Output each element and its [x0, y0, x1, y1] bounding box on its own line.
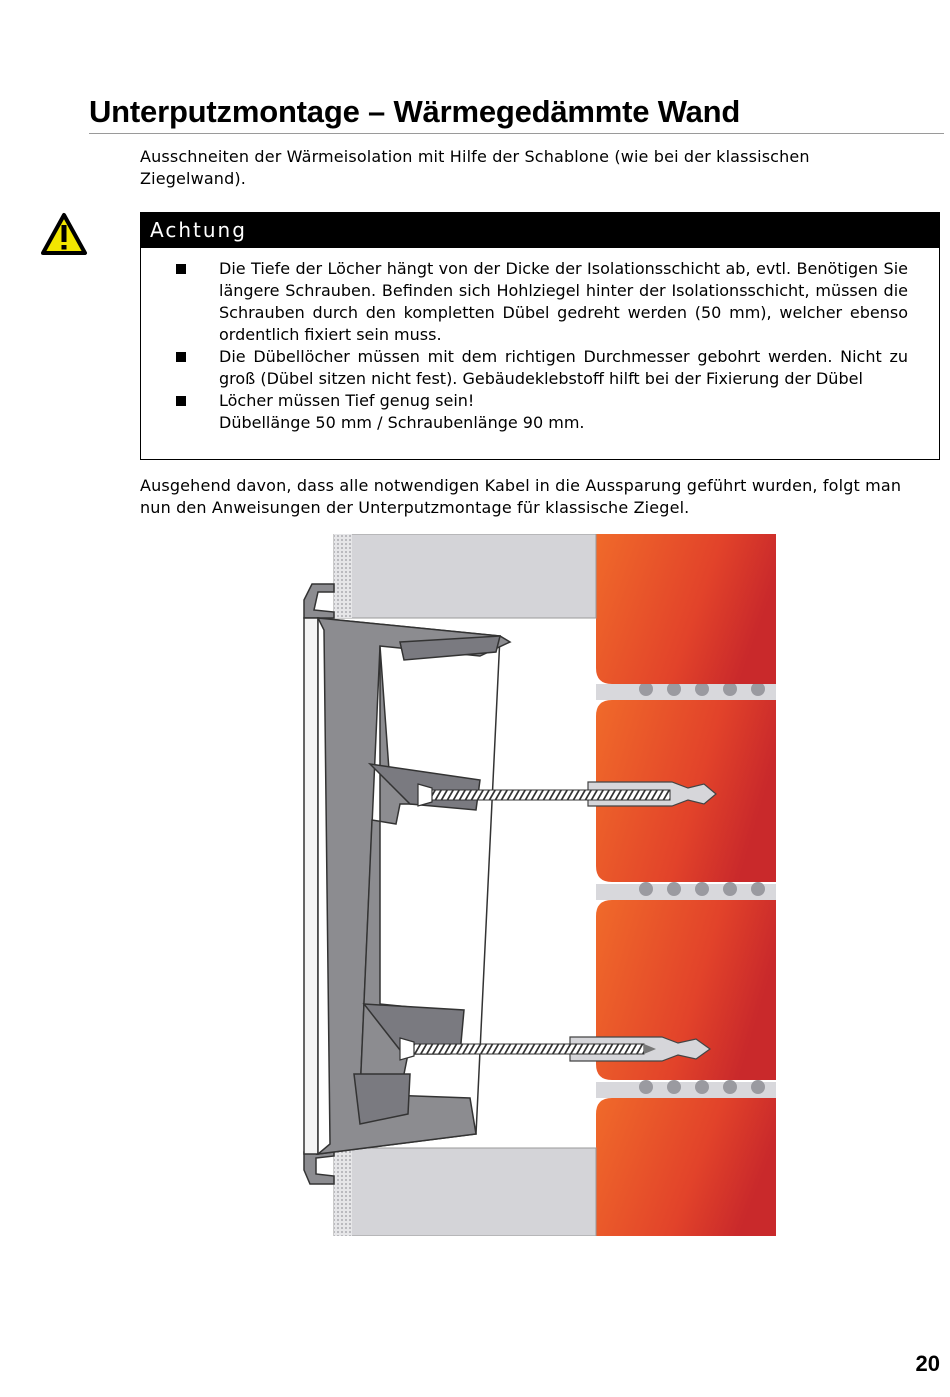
- warning-title: Achtung: [141, 213, 939, 248]
- bullet-icon: [176, 264, 186, 274]
- warning-item-text-line2: Dübellänge 50 mm / Schraubenlänge 90 mm.: [219, 413, 585, 432]
- flush-mount-illustration: [300, 534, 780, 1236]
- warning-item: [141, 390, 908, 434]
- followup-paragraph: Ausgehend davon, dass alle notwendigen Kabel in die Aussparung geführt wurden, folgt man nun den Anweisungen der Unterputzmontage für klassische Ziegel.: [140, 476, 902, 517]
- intro-paragraph: Ausschneiten der Wärmeisolation mit Hilfe der Schablone (wie bei der klassischen Ziegelwand).: [140, 147, 810, 188]
- flush-box-housing: [304, 584, 510, 1184]
- bullet-icon: [176, 352, 186, 362]
- warning-item: [141, 346, 908, 390]
- bullet-icon: [176, 396, 186, 406]
- page-number: 20: [915, 1351, 940, 1376]
- warning-item-text: Löcher müssen Tief genug sein!: [219, 391, 475, 410]
- warning-item-text: Die Dübellöcher müssen mit dem richtigen Durchmesser gebohrt werden. Nicht zu groß (Dübel sitzen nicht fest). Gebäudeklebstoff hilft bei der Fixierung der Dübel: [219, 347, 908, 388]
- brick-wall: [596, 534, 776, 1236]
- page-title: Unterputzmontage – Wärmegedämmte Wand: [89, 92, 944, 134]
- warning-item: [141, 258, 908, 346]
- warning-triangle-icon: [40, 212, 88, 256]
- warning-box: [140, 212, 940, 460]
- warning-list: [141, 248, 939, 434]
- warning-item-text: Die Tiefe der Löcher hängt von der Dicke der Isolationsschicht ab, evtl. Benötigen Sie längere Schrauben. Befinden sich Hohlziegel hinter der Isolationsschicht, müssen die Schrauben durch den kompletten Dübel gedreht werden (50 mm), welcher ebenso ordentlich fixiert sein muss.: [219, 259, 908, 344]
